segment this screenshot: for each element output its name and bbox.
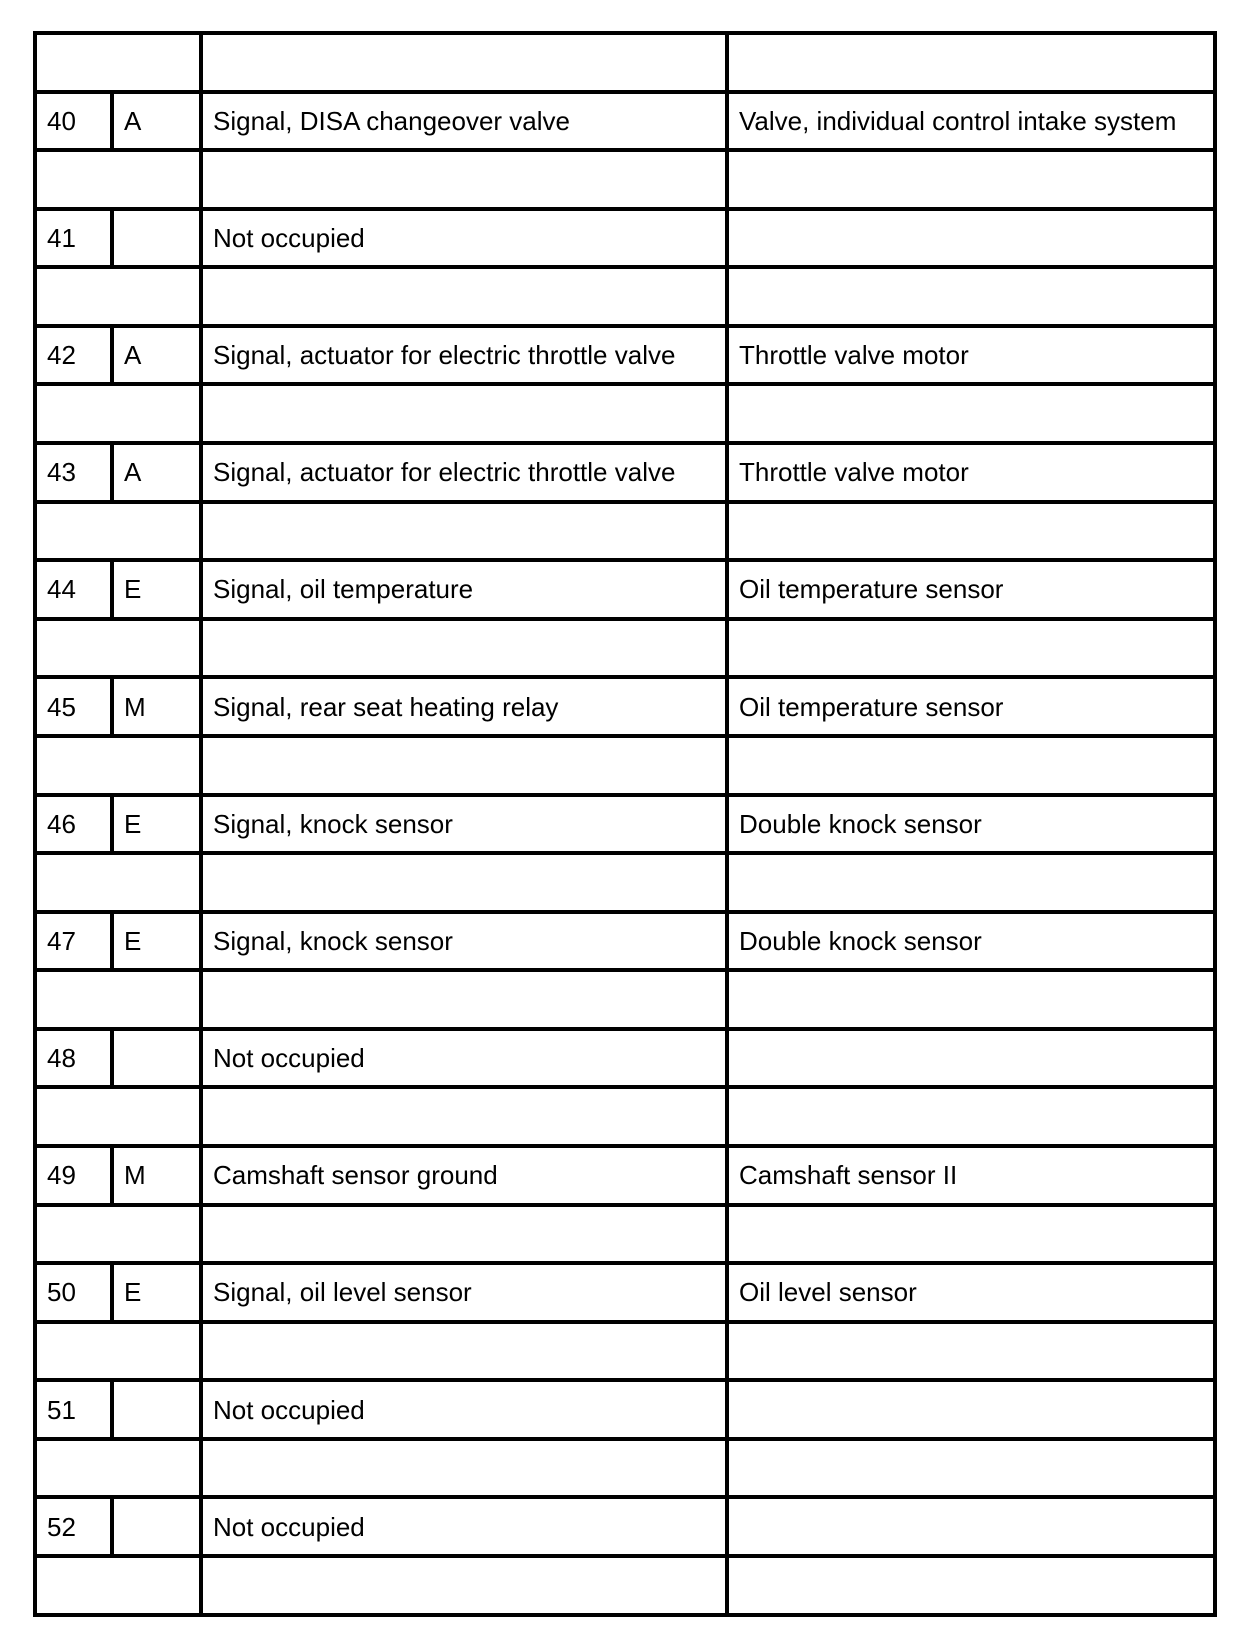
spacer-cell	[727, 33, 1215, 92]
description-cell: Not occupied	[201, 1497, 727, 1556]
description-cell: Camshaft sensor ground	[201, 1146, 727, 1205]
pin-assignment-table	[33, 31, 1217, 1617]
component-cell: Oil temperature sensor	[727, 677, 1215, 736]
pin-number-cell: 43	[35, 443, 112, 502]
spacer-row	[35, 1556, 1215, 1615]
spacer-cell	[727, 853, 1215, 912]
signal-type-cell: E	[112, 912, 201, 971]
spacer-cell	[727, 1322, 1215, 1381]
spacer-cell	[201, 1439, 727, 1498]
component-cell	[727, 1029, 1215, 1088]
signal-type-cell: A	[112, 326, 201, 385]
pin-number-cell: 41	[35, 209, 112, 268]
pin-number-cell: 49	[35, 1146, 112, 1205]
signal-type-cell	[112, 1029, 201, 1088]
spacer-cell	[727, 384, 1215, 443]
spacer-cell	[35, 150, 201, 209]
component-cell: Double knock sensor	[727, 795, 1215, 854]
table-row	[35, 795, 1215, 854]
description-cell: Signal, DISA changeover valve	[201, 92, 727, 151]
component-cell: Oil level sensor	[727, 1263, 1215, 1322]
spacer-cell	[727, 619, 1215, 678]
table-row	[35, 1146, 1215, 1205]
description-cell: Not occupied	[201, 1380, 727, 1439]
table-row	[35, 443, 1215, 502]
pin-number-cell: 42	[35, 326, 112, 385]
spacer-cell	[201, 1087, 727, 1146]
pin-number-cell: 52	[35, 1497, 112, 1556]
spacer-cell	[727, 1556, 1215, 1615]
spacer-row	[35, 1205, 1215, 1264]
spacer-cell	[201, 502, 727, 561]
table-row	[35, 326, 1215, 385]
spacer-cell	[201, 267, 727, 326]
spacer-cell	[201, 1556, 727, 1615]
pin-number-cell: 40	[35, 92, 112, 151]
spacer-cell	[35, 1556, 201, 1615]
spacer-cell	[201, 736, 727, 795]
spacer-cell	[35, 1087, 201, 1146]
spacer-row	[35, 502, 1215, 561]
spacer-row	[35, 1087, 1215, 1146]
component-cell: Oil temperature sensor	[727, 560, 1215, 619]
signal-type-cell: E	[112, 560, 201, 619]
description-cell: Signal, actuator for electric throttle valve	[201, 443, 727, 502]
component-cell: Camshaft sensor II	[727, 1146, 1215, 1205]
component-cell: Double knock sensor	[727, 912, 1215, 971]
component-cell	[727, 1497, 1215, 1556]
signal-type-cell: M	[112, 677, 201, 736]
description-cell: Signal, oil temperature	[201, 560, 727, 619]
pin-table-body	[35, 33, 1215, 1615]
spacer-cell	[35, 1439, 201, 1498]
signal-type-cell: M	[112, 1146, 201, 1205]
table-row	[35, 560, 1215, 619]
description-cell: Signal, rear seat heating relay	[201, 677, 727, 736]
spacer-cell	[35, 970, 201, 1029]
spacer-cell	[727, 736, 1215, 795]
signal-type-cell: E	[112, 1263, 201, 1322]
spacer-cell	[201, 33, 727, 92]
spacer-cell	[35, 853, 201, 912]
spacer-cell	[727, 267, 1215, 326]
spacer-cell	[727, 1205, 1215, 1264]
table-row	[35, 1380, 1215, 1439]
spacer-cell	[35, 502, 201, 561]
pin-number-cell: 50	[35, 1263, 112, 1322]
signal-type-cell: E	[112, 795, 201, 854]
spacer-row	[35, 267, 1215, 326]
spacer-cell	[35, 384, 201, 443]
table-row	[35, 677, 1215, 736]
spacer-cell	[727, 1439, 1215, 1498]
description-cell: Signal, actuator for electric throttle valve	[201, 326, 727, 385]
spacer-cell	[727, 502, 1215, 561]
table-row	[35, 1497, 1215, 1556]
spacer-cell	[35, 267, 201, 326]
spacer-cell	[201, 1205, 727, 1264]
table-row	[35, 1029, 1215, 1088]
spacer-row	[35, 33, 1215, 92]
table-row	[35, 209, 1215, 268]
pin-number-cell: 46	[35, 795, 112, 854]
component-cell	[727, 209, 1215, 268]
spacer-row	[35, 970, 1215, 1029]
component-cell: Valve, individual control intake system	[727, 92, 1215, 151]
spacer-cell	[35, 1322, 201, 1381]
spacer-row	[35, 853, 1215, 912]
spacer-cell	[727, 970, 1215, 1029]
pin-number-cell: 51	[35, 1380, 112, 1439]
spacer-cell	[201, 853, 727, 912]
table-row	[35, 92, 1215, 151]
spacer-cell	[35, 33, 201, 92]
spacer-row	[35, 384, 1215, 443]
spacer-row	[35, 736, 1215, 795]
signal-type-cell: A	[112, 443, 201, 502]
signal-type-cell: A	[112, 92, 201, 151]
pin-number-cell: 47	[35, 912, 112, 971]
signal-type-cell	[112, 209, 201, 268]
spacer-row	[35, 1322, 1215, 1381]
pin-number-cell: 45	[35, 677, 112, 736]
spacer-row	[35, 1439, 1215, 1498]
pin-number-cell: 44	[35, 560, 112, 619]
component-cell: Throttle valve motor	[727, 326, 1215, 385]
table-row	[35, 912, 1215, 971]
spacer-cell	[201, 150, 727, 209]
spacer-cell	[201, 970, 727, 1029]
component-cell: Throttle valve motor	[727, 443, 1215, 502]
pin-number-cell: 48	[35, 1029, 112, 1088]
description-cell: Signal, knock sensor	[201, 912, 727, 971]
spacer-cell	[727, 150, 1215, 209]
description-cell: Signal, oil level sensor	[201, 1263, 727, 1322]
table-row	[35, 1263, 1215, 1322]
component-cell	[727, 1380, 1215, 1439]
spacer-cell	[201, 1322, 727, 1381]
description-cell: Not occupied	[201, 209, 727, 268]
signal-type-cell	[112, 1380, 201, 1439]
spacer-row	[35, 150, 1215, 209]
spacer-row	[35, 619, 1215, 678]
spacer-cell	[35, 1205, 201, 1264]
signal-type-cell	[112, 1497, 201, 1556]
spacer-cell	[727, 1087, 1215, 1146]
description-cell: Signal, knock sensor	[201, 795, 727, 854]
spacer-cell	[201, 384, 727, 443]
description-cell: Not occupied	[201, 1029, 727, 1088]
spacer-cell	[35, 619, 201, 678]
spacer-cell	[35, 736, 201, 795]
spacer-cell	[201, 619, 727, 678]
